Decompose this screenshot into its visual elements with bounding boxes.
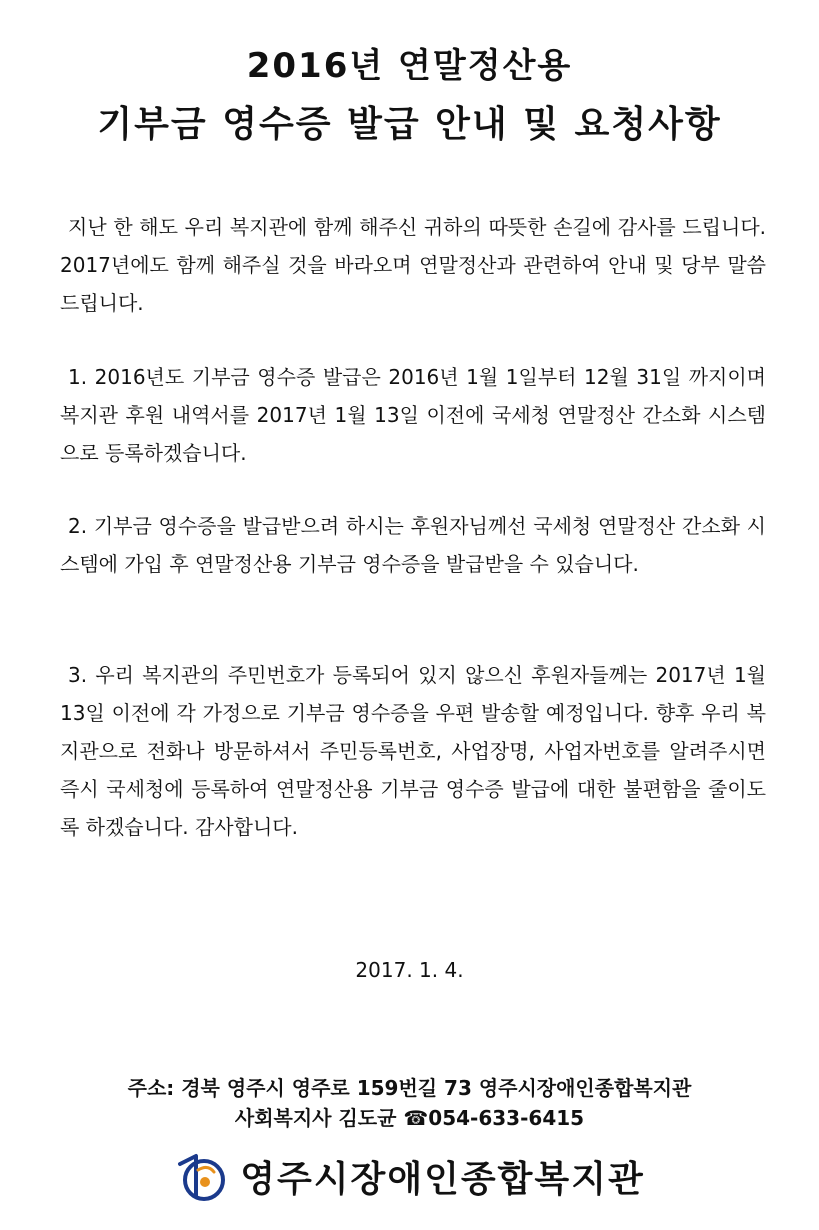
title-line-2: 기부금 영수증 발급 안내 및 요청사항: [97, 104, 722, 145]
item-2-paragraph: 2. 기부금 영수증을 발급받으려 하시는 후원자님께선 국세청 연말정산 간소화 시스템에 가입 후 연말정산용 기부금 영수증을 발급받을 수 있습니다.: [60, 514, 766, 576]
logo-icon: [174, 1150, 226, 1202]
item-3-paragraph: 3. 우리 복지관의 주민번호가 등록되어 있지 않으신 후원자들께는 2017년 1월 13일 이전에 각 가정으로 기부금 영수증을 우편 발송할 예정입니다. 향후 우리 복지관으로 전화나 방문하셔서 주민등록번호, 사업장명, 사업자번호를 알려주시면 즉시 국세청에 등록하여 연말정산용 기부금 영수증 발급에 대한 불편함을 줄이도록 하겠습니다. 감사합니다.: [60, 663, 766, 839]
org-logo-row: [0, 1146, 819, 1206]
issue-date: 2017. 1. 4.: [355, 958, 464, 982]
intro-paragraph: 지난 한 해도 우리 복지관에 함께 해주신 귀하의 따뜻한 손길에 감사를 드립니다. 2017년에도 함께 해주실 것을 바라오며 연말정산과 관련하여 안내 및 당부 말씀드립니다.: [60, 215, 766, 315]
org-name: 영주시장애인종합복지관: [240, 1158, 645, 1200]
footer-contact: 사회복지사 김도균 ☎054-633-6415: [234, 1106, 585, 1130]
title-line-1: 2016년 연말정산용: [246, 46, 573, 86]
footer-address: 주소: 경북 영주시 영주로 159번길 73 영주시장애인종합복지관: [127, 1076, 692, 1100]
item-1-paragraph: 1. 2016년도 기부금 영수증 발급은 2016년 1월 1일부터 12월 31일 까지이며 복지관 후원 내역서를 2017년 1월 13일 이전에 국세청 연말정산 간소화 시스템으로 등록하겠습니다.: [60, 365, 766, 465]
